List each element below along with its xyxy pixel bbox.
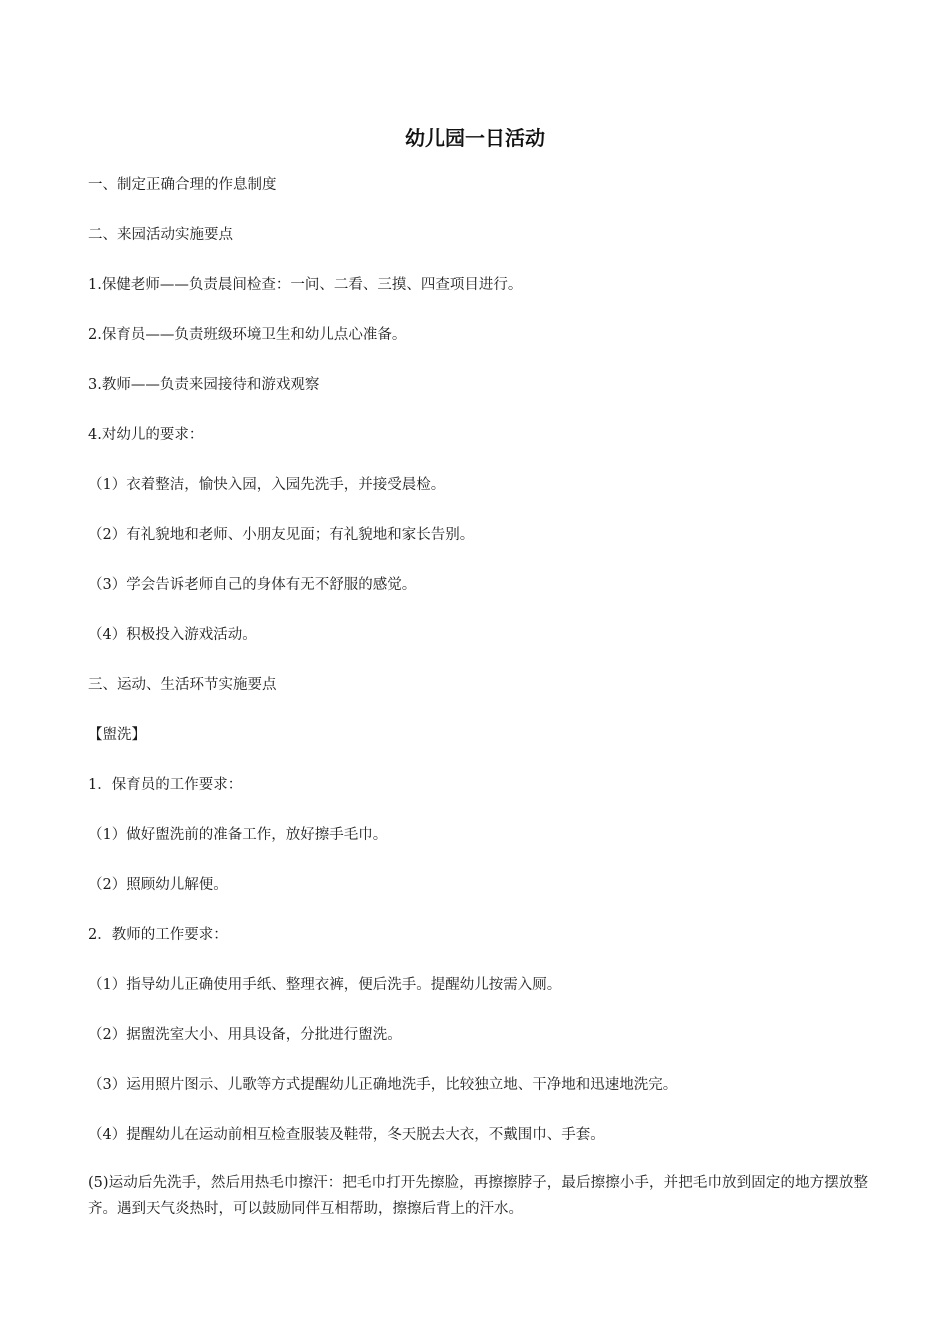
- document-title: 幼儿园一日活动: [405, 126, 545, 150]
- list-item: （1）做好盥洗前的准备工作，放好擦手毛巾。: [88, 827, 388, 843]
- list-item: （3）学会告诉老师自己的身体有无不舒服的感觉。: [88, 577, 417, 593]
- list-item: （2）有礼貌地和老师、小朋友见面；有礼貌地和家长告别。: [88, 527, 475, 543]
- list-item: （1）指导幼儿正确使用手纸、整理衣裤，便后洗手。提醒幼儿按需入厕。: [88, 977, 562, 993]
- list-item: (5)运动后先洗手，然后用热毛巾擦汗：把毛巾打开先擦脸，再擦擦脖子，最后擦擦小手，并把毛巾放到固定的地方摆放整齐。遇到天气炎热时，可以鼓励同伴互相帮助，擦擦后背上的汗水。: [88, 1175, 868, 1217]
- document-body: [88, 174, 868, 1250]
- paragraph: 1.保健老师——负责晨间检查：一问、二看、三摸、四查项目进行。: [88, 277, 523, 293]
- paragraph: 2．教师的工作要求：: [88, 927, 228, 943]
- list-item: （2）据盥洗室大小、用具设备，分批进行盥洗。: [88, 1027, 402, 1043]
- subsection-heading: 【盥洗】: [88, 727, 146, 743]
- paragraph: 1．保育员的工作要求：: [88, 777, 243, 793]
- section-heading-1: 一、制定正确合理的作息制度: [88, 177, 277, 193]
- paragraph: 2.保育员——负责班级环境卫生和幼儿点心准备。: [88, 327, 407, 343]
- paragraph: 3.教师——负责来园接待和游戏观察: [88, 377, 320, 393]
- paragraph: 4.对幼儿的要求：: [88, 427, 204, 443]
- list-item: （4）积极投入游戏活动。: [88, 627, 257, 643]
- list-item: （3）运用照片图示、儿歌等方式提醒幼儿正确地洗手，比较独立地、干净地和迅速地洗完。: [88, 1077, 678, 1093]
- list-item: （1）衣着整洁，愉快入园，入园先洗手，并接受晨检。: [88, 477, 446, 493]
- section-heading-2: 二、来园活动实施要点: [88, 227, 233, 243]
- section-heading-3: 三、运动、生活环节实施要点: [88, 677, 277, 693]
- list-item: （2）照顾幼儿解便。: [88, 877, 228, 893]
- list-item: （4）提醒幼儿在运动前相互检查服装及鞋带，冬天脱去大衣，不戴围巾、手套。: [88, 1127, 605, 1143]
